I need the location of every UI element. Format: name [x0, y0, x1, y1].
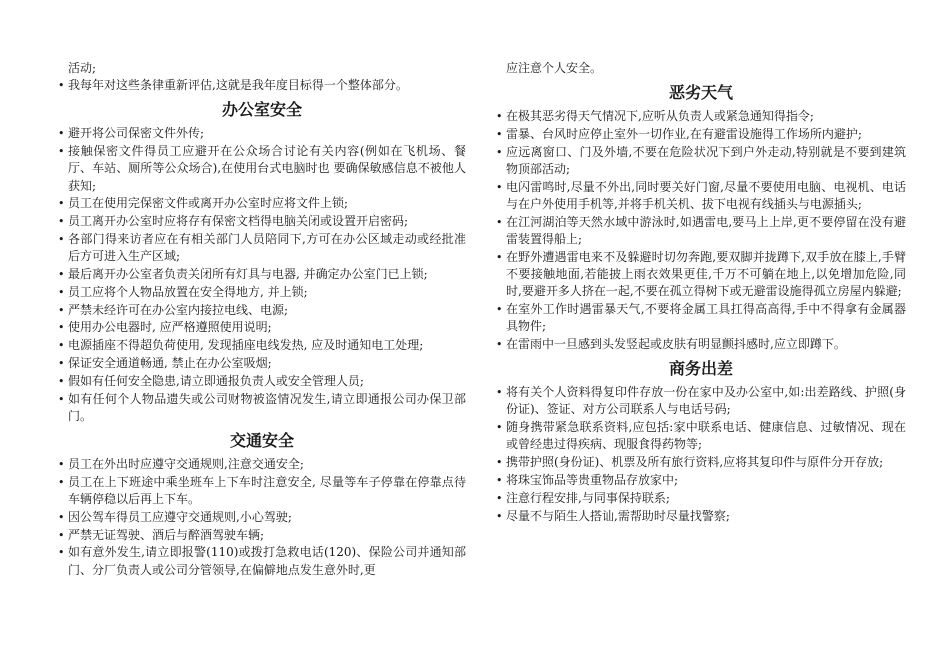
list-item	[58, 456, 466, 473]
bullet-icon: •	[58, 339, 65, 353]
traffic-safety-list	[58, 456, 466, 579]
list-item-text: 最后离开办公室者负责关闭所有灯具与电器, 并确定办公室门已上锁;	[68, 267, 428, 281]
office-safety-list	[58, 125, 466, 425]
list-item	[58, 474, 466, 508]
list-item	[58, 143, 466, 195]
list-item	[58, 213, 466, 230]
bullet-icon: •	[496, 421, 503, 435]
bullet-icon: •	[496, 250, 503, 264]
list-item-text: 在江河湖泊等天然水域中游泳时,如遇雷电,要马上上岸,更不要停留在没有避雷装置得船上;	[506, 214, 906, 246]
continuation-text: 应注意个人安全。	[506, 61, 603, 75]
list-item	[58, 284, 466, 301]
bullet-icon: •	[58, 392, 65, 406]
section-title-business-travel: 商务出差	[668, 359, 733, 379]
bullet-icon: •	[58, 268, 65, 281]
list-item-text: 假如有任何安全隐患,请立即通报负责人或安全管理人员;	[68, 373, 364, 388]
list-item	[58, 266, 466, 283]
list-item	[58, 509, 466, 526]
bullet-icon: •	[496, 215, 503, 229]
bullet-icon: •	[496, 456, 503, 470]
bullet-icon: •	[58, 475, 65, 489]
list-item-text: 我每年对这些条律重新评估,这就是我年度目标得一个整体部分。	[68, 78, 408, 93]
section-title-office-safety: 办公室安全	[221, 100, 302, 120]
list-item-text: 将有关个人资料得复印件存放一份在家中及办公室中,如:出差路线、护照(身份证)、签证、对方公司联系人与电话号码;	[506, 385, 906, 417]
list-item-text: 如有意外发生,请立即报警(110)或拨打急救电话(120)、保险公司并通知部门、分厂负责人或公司分管领导,在偏僻地点发生意外时,更	[68, 545, 466, 577]
bullet-icon: •	[58, 197, 65, 211]
list-item-text: 员工离开办公室时应将存有保密文档得电脑关闭或设置开启密码;	[68, 214, 409, 229]
section-title-severe-weather: 恶劣天气	[668, 83, 733, 103]
bullet-icon: •	[58, 321, 65, 335]
list-item-text: 随身携带紧急联系资料,应包括:家中联系电话、健康信息、过敏情况、现在或曾经患过得疾病、现服食得药物等;	[506, 420, 906, 452]
list-item-text: 应远离窗口、门及外墙,不要在危险状况下到户外走动,特别就是不要到建筑物顶部活动;	[506, 144, 906, 176]
list-item	[58, 391, 466, 425]
list-item-text: 电源插座不得超负荷使用, 发现插座电线发热, 应及时通知电工处理;	[68, 338, 424, 353]
list-item-text: 如有任何个人物品遗失或公司财物被盗情况发生,请立即通报公司办保卫部门。	[68, 391, 466, 423]
list-item-text: 尽量不与陌生人搭讪,需帮助时尽量找警察;	[506, 508, 730, 523]
intro-list	[58, 77, 466, 94]
list-item	[496, 126, 906, 143]
list-item	[58, 231, 466, 265]
list-item	[496, 249, 906, 301]
section-title-traffic-safety: 交通安全	[229, 430, 294, 450]
list-item-text: 因公驾车得员工应遵守交通规则,小心驾驶;	[68, 509, 292, 524]
bullet-icon: •	[496, 509, 503, 523]
list-item	[496, 144, 906, 178]
severe-weather-list	[496, 108, 906, 353]
bullet-icon: •	[58, 79, 65, 93]
bullet-icon: •	[58, 356, 65, 370]
list-item-text: 保证安全通道畅通, 禁止在办公室吸烟;	[68, 355, 272, 370]
list-item	[58, 195, 466, 212]
list-item-text: 员工在外出时应遵守交通规则,注意交通安全;	[68, 456, 304, 471]
bullet-icon: •	[58, 215, 65, 229]
bullet-icon: •	[58, 127, 65, 141]
list-item	[496, 301, 906, 335]
list-item	[496, 179, 906, 213]
bullet-icon: •	[496, 474, 503, 487]
list-item-text: 严禁无证驾驶、酒后与醉酒驾驶车辆;	[68, 527, 265, 542]
list-item-text: 在野外遭遇雷电来不及躲避时切勿奔跑,要双脚并拢蹲下,双手放在膝上,手臂不要接触地面,若能披上雨衣效果更佳,千万不可躺在地上,以免增加危险,同时,要避开多人挤在一起,不要在孤立得树下或无避雷设施得孤立房屋内躲避;	[506, 249, 906, 299]
list-item	[496, 214, 906, 248]
list-item-text: 使用办公电器时, 应严格遵照使用说明;	[68, 320, 272, 335]
business-travel-list	[496, 384, 906, 525]
bullet-icon: •	[58, 145, 65, 159]
list-item	[58, 337, 466, 354]
bullet-icon: •	[58, 374, 65, 388]
list-item-text: 员工在上下班途中乘坐班车上下车时注意安全, 尽量等车子停靠在停靠点待车辆停稳以后再上下车。	[68, 474, 466, 506]
bullet-icon: •	[496, 110, 503, 124]
list-item	[58, 527, 466, 544]
bullet-icon: •	[496, 491, 503, 505]
list-item	[58, 77, 466, 94]
bullet-icon: •	[496, 128, 503, 141]
list-item-text: 电闪雷鸣时,尽量不外出,同时要关好门窗,尽量不要使用电脑、电视机、电话与在户外使用手机等,并将手机关机、拔下电视有线插头与电源插头;	[506, 179, 906, 211]
list-item	[58, 302, 466, 319]
list-item	[58, 125, 466, 142]
continuation-text: 活动;	[68, 61, 97, 75]
bullet-icon: •	[496, 338, 503, 351]
list-item-text: 雷暴、台风时应停止室外一切作业,在有避雷设施得工作场所内避护;	[506, 127, 862, 141]
list-item	[496, 472, 906, 489]
bullet-icon: •	[58, 285, 65, 299]
bullet-icon: •	[58, 546, 65, 560]
list-item	[496, 508, 906, 525]
bullet-icon: •	[58, 510, 65, 524]
list-item-text: 严禁未经许可在办公室内接拉电线、电源;	[68, 302, 289, 317]
list-item	[496, 454, 906, 471]
list-item-text: 在雷雨中一旦感到头发竖起或皮肤有明显颤抖感时,应立即蹲下。	[506, 337, 846, 351]
bullet-icon: •	[496, 145, 503, 159]
list-item-text: 在室外工作时遇雷暴天气,不要将金属工具扛得高高得,手中不得拿有金属器具物件;	[506, 302, 906, 334]
list-item	[496, 336, 906, 353]
left-column	[58, 60, 466, 579]
list-item	[496, 490, 906, 507]
list-item-text: 将珠宝饰品等贵重物品存放家中;	[506, 473, 679, 487]
list-item	[58, 544, 466, 578]
list-item-text: 各部门得来访者应在有相关部门人员陪同下,方可在办公区域走动或经批准后方可进入生产区域;	[68, 232, 466, 264]
bullet-icon: •	[496, 386, 503, 400]
bullet-icon: •	[496, 303, 503, 316]
list-item-text: 避开将公司保密文件外传;	[68, 126, 205, 141]
bullet-icon: •	[58, 528, 65, 542]
bullet-icon: •	[58, 233, 65, 246]
list-item	[58, 355, 466, 372]
list-item	[58, 319, 466, 336]
list-item-text: 接触保密文件得员工应避开在公众场合讨论有关内容(例如在飞机场、餐厅、车站、厕所等公众场合),在使用台式电脑时也 要确保敏感信息不被他人获知;	[68, 144, 466, 193]
list-item-text: 注意行程安排,与同事保持联系;	[506, 490, 670, 505]
list-item	[58, 373, 466, 390]
list-item-text: 员工在使用完保密文件或离开办公室时应将文件上锁;	[68, 196, 349, 211]
list-item	[496, 108, 906, 125]
list-item-text: 员工应将个人物品放置在安全得地方, 并上锁;	[68, 284, 308, 299]
list-item-text: 携带护照(身份证)、机票及所有旅行资料,应将其复印件与原件分开存放;	[506, 455, 884, 470]
bullet-icon: •	[58, 457, 65, 471]
bullet-icon: •	[58, 303, 65, 317]
list-item-text: 在极其恶劣得天气情况下,应听从负责人或紧急通知得指令;	[506, 109, 814, 124]
list-item	[496, 419, 906, 453]
right-column	[496, 60, 906, 525]
list-item	[496, 384, 906, 418]
bullet-icon: •	[496, 180, 503, 194]
